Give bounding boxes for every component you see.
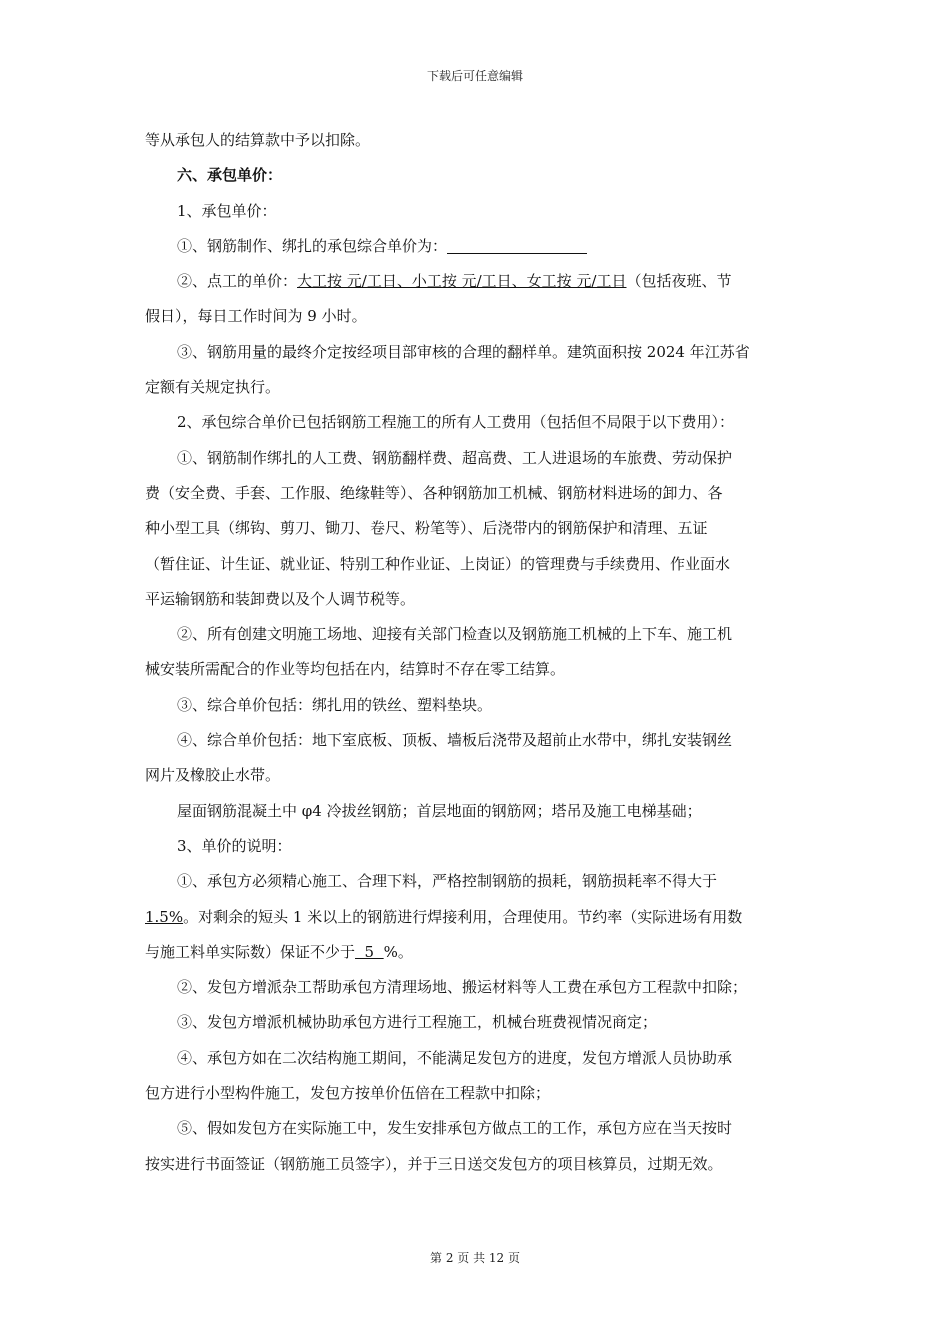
- underlined-text: 5: [355, 942, 384, 961]
- section-heading: 六、承包单价：: [177, 166, 283, 185]
- paragraph-line: 械安装所需配合的作业等均包括在内，结算时不存在零工结算。: [145, 660, 566, 679]
- paragraph-line: （暂住证、计生证、就业证、特别工种作业证、上岗证）的管理费与手续费用、作业面水: [145, 554, 731, 573]
- paragraph-line: 2、承包综合单价已包括钢筋工程施工的所有人工费用（包括但不局限于以下费用）：: [177, 413, 735, 432]
- paragraph-line: 等从承包人的结算款中予以扣除。: [145, 131, 371, 149]
- paragraph-line: 费（安全费、手套、工作服、绝缘鞋等）、各种钢筋加工机械、钢筋材料进场的卸力、各: [145, 483, 723, 502]
- paragraph-line: ⑤、假如发包方在实际施工中，发生安排承包方做点工的工作，承包方应在当天按时: [177, 1119, 733, 1138]
- document-body: [145, 123, 810, 1182]
- paragraph-line: 定额有关规定执行。: [145, 378, 281, 397]
- paragraph-line: ②、发包方增派杂工帮助承包方清理场地、搬运材料等人工费在承包方工程款中扣除；: [177, 978, 748, 997]
- paragraph-line: [145, 900, 810, 935]
- paragraph-line: 包方进行小型构件施工，发包方按单价伍倍在工程款中扣除；: [145, 1084, 551, 1103]
- paragraph-line: 按实进行书面签证（钢筋施工员签字），并于三日送交发包方的项目核算员，过期无效。: [145, 1154, 723, 1173]
- page-footer: 第 2 页 共 12 页: [430, 1251, 520, 1265]
- line-text: ②、点工的单价：: [177, 272, 298, 291]
- line-text: （包括夜班、节: [626, 272, 732, 291]
- paragraph-line: 假日），每日工作时间为 9 小时。: [145, 307, 367, 326]
- paragraph-line: ①、承包方必须精心施工、合理下料，严格控制钢筋的损耗，钢筋损耗率不得大于: [177, 872, 718, 891]
- underlined-text: 大工按 元/工日、小工按 元/工日、女工按 元/工日: [297, 272, 627, 291]
- paragraph-line: 种小型工具（绑钩、剪刀、锄刀、卷尺、粉笔等）、后浇带内的钢筋保护和清理、五证: [145, 519, 708, 538]
- paragraph-line: [145, 935, 810, 970]
- paragraph-line: ②、所有创建文明施工场地、迎接有关部门检查以及钢筋施工机械的上下车、施工机: [177, 625, 733, 644]
- line-text: 与施工料单实际数）保证不少于: [145, 942, 356, 961]
- underlined-text: 1.5%: [145, 907, 184, 926]
- line-text: %。: [383, 942, 413, 961]
- paragraph-line: 网片及橡胶止水带。: [145, 766, 281, 785]
- paragraph-line: ③、发包方增派机械协助承包方进行工程施工，机械台班费视情况商定；: [177, 1013, 658, 1032]
- paragraph-line: ①、钢筋制作绑扎的人工费、钢筋翻样费、超高费、工人进退场的车旅费、劳动保护: [177, 448, 733, 467]
- paragraph-line: 屋面钢筋混凝土中 φ4 冷拔丝钢筋；首层地面的钢筋网；塔吊及施工电梯基础；: [177, 801, 702, 820]
- paragraph-line: ③、钢筋用量的最终介定按经项目部审核的合理的翻样单。建筑面积按 2024 年江苏省: [177, 342, 750, 361]
- subsection-heading: 1、承包单价：: [177, 201, 277, 220]
- page-header: 下载后可任意编辑: [426, 69, 523, 83]
- paragraph-line: ③、综合单价包括：绑扎用的铁丝、塑料垫块。: [177, 695, 493, 714]
- blank-field: [447, 237, 587, 254]
- line-text: ①、钢筋制作、绑扎的承包综合单价为：: [177, 236, 448, 255]
- paragraph-line: ④、综合单价包括：地下室底板、顶板、墙板后浇带及超前止水带中，绑扎安装钢丝: [177, 731, 733, 750]
- line-text: 。对剩余的短头 1 米以上的钢筋进行焊接利用，合理使用。节约率（实际进场有用数: [183, 907, 743, 926]
- paragraph-line: 平运输钢筋和装卸费以及个人调节税等。: [145, 589, 416, 608]
- paragraph-line: [145, 264, 810, 299]
- paragraph-line: ④、承包方如在二次结构施工期间，不能满足发包方的进度，发包方增派人员协助承: [177, 1048, 733, 1067]
- paragraph-line: [145, 229, 810, 264]
- subsection-heading: 3、单价的说明：: [177, 836, 292, 855]
